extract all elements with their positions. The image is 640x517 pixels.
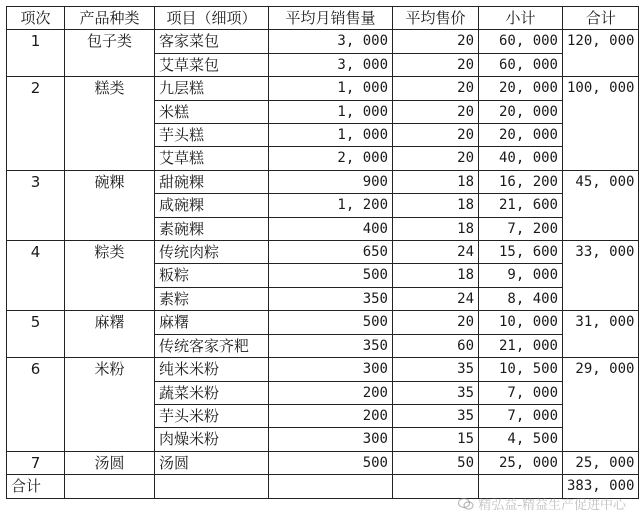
item-id: 7 xyxy=(7,451,65,474)
group-total xyxy=(563,217,639,240)
item-name: 艾草菜包 xyxy=(155,53,269,76)
item-name: 粄粽 xyxy=(155,264,269,287)
table-body xyxy=(7,30,639,475)
item-price: 35 xyxy=(393,404,479,427)
group-total xyxy=(563,194,639,217)
item-qty: 1, 000 xyxy=(269,77,393,100)
group-total: 100, 000 xyxy=(563,77,639,100)
header-cell-total: 合计 xyxy=(563,7,639,30)
header-cell-price: 平均售价 xyxy=(393,7,479,30)
group-total xyxy=(563,147,639,170)
item-qty: 500 xyxy=(269,451,393,474)
item-id: 2 xyxy=(7,77,65,100)
item-category xyxy=(65,404,155,427)
item-price: 18 xyxy=(393,264,479,287)
item-category: 碗粿 xyxy=(65,170,155,193)
group-total xyxy=(563,53,639,76)
item-name: 素粽 xyxy=(155,287,269,310)
item-id xyxy=(7,147,65,170)
item-category xyxy=(65,53,155,76)
item-subtotal: 7, 000 xyxy=(479,381,563,404)
item-qty: 1, 200 xyxy=(269,194,393,217)
item-category xyxy=(65,287,155,310)
item-price: 20 xyxy=(393,311,479,334)
item-id xyxy=(7,217,65,240)
item-name: 咸碗粿 xyxy=(155,194,269,217)
item-id xyxy=(7,264,65,287)
item-price: 18 xyxy=(393,194,479,217)
table-row xyxy=(7,381,639,404)
watermark xyxy=(458,494,626,513)
table-row xyxy=(7,241,639,264)
item-price: 20 xyxy=(393,124,479,147)
item-category xyxy=(65,334,155,357)
group-total: 120, 000 xyxy=(563,30,639,53)
item-qty: 500 xyxy=(269,264,393,287)
item-subtotal: 40, 000 xyxy=(479,147,563,170)
item-qty: 3, 000 xyxy=(269,53,393,76)
group-total: 33, 000 xyxy=(563,241,639,264)
item-id: 5 xyxy=(7,311,65,334)
group-total xyxy=(563,334,639,357)
item-category xyxy=(65,264,155,287)
item-category: 包子类 xyxy=(65,30,155,53)
item-price: 35 xyxy=(393,358,479,381)
item-qty: 650 xyxy=(269,241,393,264)
item-category xyxy=(65,124,155,147)
item-id xyxy=(7,287,65,310)
item-subtotal: 25, 000 xyxy=(479,451,563,474)
item-name: 芋头糕 xyxy=(155,124,269,147)
item-name: 米糕 xyxy=(155,100,269,123)
table-row xyxy=(7,77,639,100)
item-subtotal: 4, 500 xyxy=(479,428,563,451)
item-id xyxy=(7,381,65,404)
table-row xyxy=(7,194,639,217)
item-id xyxy=(7,404,65,427)
item-id: 1 xyxy=(7,30,65,53)
item-id xyxy=(7,334,65,357)
item-subtotal: 60, 000 xyxy=(479,30,563,53)
item-qty: 1, 000 xyxy=(269,124,393,147)
group-total: 45, 000 xyxy=(563,170,639,193)
item-price: 20 xyxy=(393,100,479,123)
item-qty: 200 xyxy=(269,404,393,427)
wechat-icon xyxy=(458,497,474,511)
item-subtotal: 16, 200 xyxy=(479,170,563,193)
table-row xyxy=(7,404,639,427)
group-total xyxy=(563,124,639,147)
header-cell-item: 项目（细项） xyxy=(155,7,269,30)
item-category xyxy=(65,147,155,170)
table-row xyxy=(7,217,639,240)
item-category xyxy=(65,381,155,404)
item-price: 20 xyxy=(393,53,479,76)
item-qty: 400 xyxy=(269,217,393,240)
item-subtotal: 10, 000 xyxy=(479,311,563,334)
table-row xyxy=(7,100,639,123)
table-row xyxy=(7,53,639,76)
header-row xyxy=(7,7,639,30)
item-price: 18 xyxy=(393,170,479,193)
table-row xyxy=(7,124,639,147)
header-cell-category: 产品种类 xyxy=(65,7,155,30)
item-subtotal: 9, 000 xyxy=(479,264,563,287)
item-category xyxy=(65,428,155,451)
group-total xyxy=(563,100,639,123)
item-qty: 350 xyxy=(269,287,393,310)
header-cell-qty: 平均月销售量 xyxy=(269,7,393,30)
footer-empty-cell xyxy=(155,475,269,498)
item-id: 4 xyxy=(7,241,65,264)
item-subtotal: 20, 000 xyxy=(479,100,563,123)
table-row xyxy=(7,451,639,474)
item-subtotal: 7, 000 xyxy=(479,404,563,427)
item-id xyxy=(7,100,65,123)
item-name: 肉燥米粉 xyxy=(155,428,269,451)
table-row xyxy=(7,334,639,357)
item-name: 甜碗粿 xyxy=(155,170,269,193)
item-price: 20 xyxy=(393,77,479,100)
footer-label: 合计 xyxy=(7,475,65,498)
item-category: 汤圆 xyxy=(65,451,155,474)
item-name: 九层糕 xyxy=(155,77,269,100)
group-total xyxy=(563,287,639,310)
item-price: 60 xyxy=(393,334,479,357)
item-id: 6 xyxy=(7,358,65,381)
item-name: 蔬菜米粉 xyxy=(155,381,269,404)
table-row xyxy=(7,30,639,53)
item-qty: 500 xyxy=(269,311,393,334)
grand-total: 383, 000 xyxy=(563,475,639,498)
item-id xyxy=(7,124,65,147)
item-category: 糕类 xyxy=(65,77,155,100)
item-price: 24 xyxy=(393,287,479,310)
item-subtotal: 21, 000 xyxy=(479,334,563,357)
table-row xyxy=(7,287,639,310)
item-subtotal: 20, 000 xyxy=(479,124,563,147)
item-name: 传统肉粽 xyxy=(155,241,269,264)
item-id: 3 xyxy=(7,170,65,193)
item-category: 粽类 xyxy=(65,241,155,264)
header-cell-id: 项次 xyxy=(7,7,65,30)
item-name: 麻糬 xyxy=(155,311,269,334)
group-total: 29, 000 xyxy=(563,358,639,381)
item-qty: 900 xyxy=(269,170,393,193)
group-total: 31, 000 xyxy=(563,311,639,334)
item-qty: 3, 000 xyxy=(269,30,393,53)
table-row xyxy=(7,358,639,381)
item-price: 35 xyxy=(393,381,479,404)
item-id xyxy=(7,428,65,451)
item-price: 20 xyxy=(393,30,479,53)
item-name: 素碗粿 xyxy=(155,217,269,240)
item-price: 24 xyxy=(393,241,479,264)
item-qty: 200 xyxy=(269,381,393,404)
watermark-text: 精弘益-精益生产促进中心 xyxy=(478,498,626,513)
item-subtotal: 10, 500 xyxy=(479,358,563,381)
item-name: 传统客家齐粑 xyxy=(155,334,269,357)
item-category xyxy=(65,194,155,217)
header-cell-subtotal: 小计 xyxy=(479,7,563,30)
group-total: 25, 000 xyxy=(563,451,639,474)
item-price: 15 xyxy=(393,428,479,451)
item-id xyxy=(7,53,65,76)
table-row xyxy=(7,170,639,193)
item-qty: 300 xyxy=(269,358,393,381)
item-subtotal: 60, 000 xyxy=(479,53,563,76)
item-subtotal: 20, 000 xyxy=(479,77,563,100)
item-id xyxy=(7,194,65,217)
item-subtotal: 15, 600 xyxy=(479,241,563,264)
item-qty: 350 xyxy=(269,334,393,357)
group-total xyxy=(563,264,639,287)
item-name: 纯米米粉 xyxy=(155,358,269,381)
item-subtotal: 8, 400 xyxy=(479,287,563,310)
item-name: 芋头米粉 xyxy=(155,404,269,427)
item-category: 米粉 xyxy=(65,358,155,381)
item-price: 20 xyxy=(393,147,479,170)
item-price: 50 xyxy=(393,451,479,474)
item-qty: 1, 000 xyxy=(269,100,393,123)
item-qty: 2, 000 xyxy=(269,147,393,170)
item-category: 麻糬 xyxy=(65,311,155,334)
sales-table xyxy=(6,6,639,499)
item-qty: 300 xyxy=(269,428,393,451)
item-subtotal: 21, 600 xyxy=(479,194,563,217)
item-category xyxy=(65,100,155,123)
item-name: 汤圆 xyxy=(155,451,269,474)
footer-empty-cell xyxy=(269,475,393,498)
item-subtotal: 7, 200 xyxy=(479,217,563,240)
footer-empty-cell xyxy=(65,475,155,498)
item-price: 18 xyxy=(393,217,479,240)
item-name: 客家菜包 xyxy=(155,30,269,53)
table-row xyxy=(7,264,639,287)
table-row xyxy=(7,147,639,170)
group-total xyxy=(563,404,639,427)
group-total xyxy=(563,428,639,451)
group-total xyxy=(563,381,639,404)
item-name: 艾草糕 xyxy=(155,147,269,170)
item-category xyxy=(65,217,155,240)
table-row xyxy=(7,311,639,334)
table-row xyxy=(7,428,639,451)
